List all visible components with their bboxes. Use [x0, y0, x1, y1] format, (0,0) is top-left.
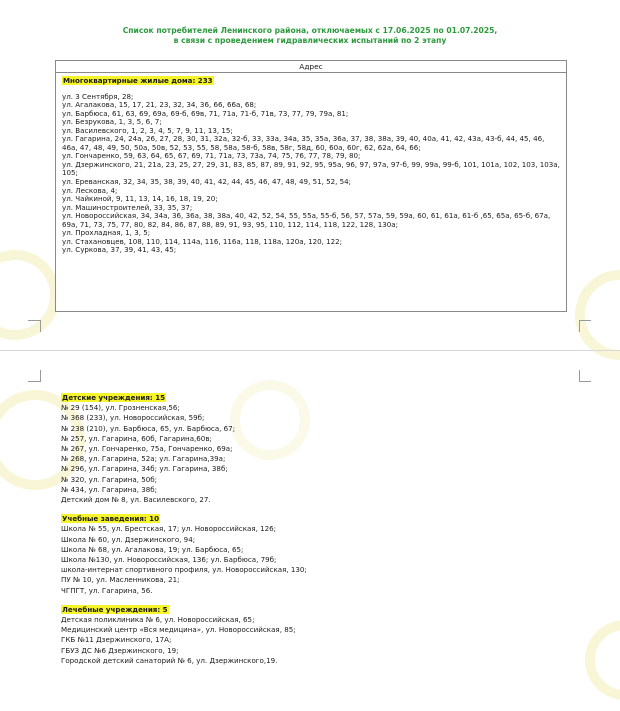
background-decoration — [0, 250, 60, 340]
crop-mark — [28, 381, 40, 382]
kids-item: № 368 (233), ул. Новороссийская, 59б; — [61, 413, 205, 423]
kids-item: № 257, ул. Гагарина, 60б, Гагарина,60в; — [61, 433, 212, 443]
address-table — [55, 60, 567, 312]
schools-item: Школа № 68, ул. Агалакова, 19; ул. Барбюса, 65; — [61, 544, 244, 554]
address-row: ул. Новороссийская, 34, 34а, 36, 36а, 38, 38а, 40, 42, 52, 54, 55, 55а, 55-б, 56, 57, 57а, 59, 59а, 60, 61, 61а, 61-б ,65, 65а, 65-б, 67а, 69а, 71, 73, 75, 77, 80, 82, 84, 86, 87, 88, 89, 91, 93, 95, 110, 112, 114, 118, 122, 128, 130а; — [62, 211, 551, 229]
title-line-2: в связи с проведением гидравлических испытаний по 2 этапу — [173, 36, 447, 45]
schools-item: Школа № 60, ул. Дзержинского, 94; — [61, 534, 196, 544]
medical-heading: Лечебные учреждения: 5 — [62, 604, 168, 614]
kids-item: № 238 (210), ул. Барбюса, 65, ул. Барбюса, 67; — [61, 423, 236, 433]
table-header: Адрес — [56, 61, 566, 73]
medical-item: Медицинский центр «Вся медицина», ул. Новороссийская, 85; — [61, 625, 296, 635]
kids-item: № 434, ул. Гагарина, 38б; — [61, 484, 158, 494]
apartment-buildings-heading: Многоквартирные жилые дома: 233 — [63, 76, 213, 85]
schools-item: ЧГПГТ, ул. Гагарина, 56. — [61, 585, 153, 595]
medical-item: ГКБ №11 Дзержинского, 17А; — [61, 635, 172, 645]
crop-mark — [40, 370, 41, 382]
background-decoration — [575, 270, 620, 360]
address-row: ул. Чайкиной, 9, 11, 13, 14, 16, 18, 19, 20; — [62, 194, 218, 204]
address-row: ул. Василевского, 1, 2, 3, 4, 5, 7, 9, 11, 13, 15; — [62, 125, 233, 135]
address-row: ул. Барбюса, 61, 63, 69, 69а, 69-б, 69в, 71, 71а, 71-б, 71в, 73, 77, 79, 79а, 81; — [62, 108, 349, 118]
table-body — [56, 73, 566, 255]
medical-item: Детская поликлиника № 6, ул. Новороссийская, 65; — [61, 615, 255, 625]
kids-item: Детский дом № 8, ул. Василевского, 27. — [61, 495, 211, 505]
page-separator — [0, 350, 620, 351]
address-row: ул. Безрукова, 1, 3, 5, 6, 7; — [62, 117, 162, 127]
address-row: ул. Дзержинского, 21, 21а, 23, 25, 27, 29, 31, 83, 85, 87, 89, 91, 92, 95, 95а, 96, 97, 97а, 97-б, 99, 99а, 99-б, 101, 101а, 102, 103, 103а, 105; — [62, 159, 560, 178]
address-row: ул. Стахановцев, 108, 110, 114, 114а, 116, 116а, 118, 118а, 120а, 120, 122; — [62, 236, 343, 246]
schools-item: Школа №130, ул. Новороссийская, 136; ул. Барбюса, 79б; — [61, 555, 277, 565]
address-row: ул. Лескова, 4; — [62, 185, 118, 195]
address-row: ул. Гагарина, 24, 24а, 26, 27, 28, 30, 31, 32а, 32-б, 33, 33а, 34а, 35, 35а, 36а, 37, 38, 38а, 39, 40, 40а, 41, 42, 43а, 43-б, 44, 45, 46, 46а, 47, 48, 49, 50, 50а, 50в, 52, 53, 55, 58, 58а, 58-б, 58в, 58г, 58д, 60, 60а, 60г, 62, 62а, 64, 66; — [62, 134, 545, 152]
address-row: ул. Машиностроителей, 33, 35, 37; — [62, 202, 193, 212]
address-row: ул. Прохладная, 1, 3, 5; — [62, 228, 151, 238]
address-row: ул. 3 Сентября, 28; — [62, 91, 134, 101]
crop-mark — [579, 381, 591, 382]
institutions-section — [61, 393, 561, 666]
schools-item: Школа № 55, ул. Брестская, 17; ул. Новороссийская, 126; — [61, 524, 277, 534]
crop-mark — [579, 320, 591, 321]
kids-item: № 296, ул. Гагарина, 34б; ул. Гагарина, 38б; — [61, 464, 228, 474]
background-decoration — [585, 620, 620, 700]
kids-item: № 267, ул. Гончаренко, 75а, Гончаренко, 69а; — [61, 444, 233, 454]
kids-item: № 268, ул. Гагарина, 52а; ул. Гагарина,39а; — [61, 454, 226, 464]
medical-item: Городской детский санаторий № 6, ул. Дзержинского,19. — [61, 655, 278, 665]
kids-item: № 29 (154), ул. Грозненская,56; — [61, 403, 180, 413]
address-row: ул. Суркова, 37, 39, 41, 43, 45; — [62, 245, 177, 255]
schools-item: школа-интернат спортивного профиля, ул. Новороссийская, 130; — [61, 565, 307, 575]
crop-mark — [40, 320, 41, 332]
kids-heading: Детские учреждения: 15 — [62, 393, 166, 402]
address-row: ул. Ереванская, 32, 34, 35, 38, 39, 40, 41, 42, 44, 45, 46, 47, 48, 49, 51, 52, 54; — [62, 177, 352, 187]
kids-item: № 320, ул. Гагарина, 50б; — [61, 474, 158, 484]
crop-mark — [579, 320, 580, 332]
schools-heading: Учебные заведения: 10 — [62, 514, 160, 524]
address-row: ул. Агалакова, 15, 17, 21, 23, 32, 34, 36, 66, 66а, 68; — [62, 100, 257, 110]
address-row: ул. Гончаренко, 59, 63, 64, 65, 67, 69, 71, 71а, 73, 73а, 74, 75, 76, 77, 78, 79, 80; — [62, 151, 361, 161]
document-title — [0, 26, 620, 46]
medical-item: ГБУЗ ДС №6 Дзержинского, 19; — [61, 645, 179, 655]
crop-mark — [28, 320, 40, 321]
schools-item: ПУ № 10, ул. Масленникова, 21; — [61, 575, 180, 585]
title-line-1: Список потребителей Ленинского района, отключаемых с 17.06.2025 по 01.07.2025, — [122, 26, 498, 35]
